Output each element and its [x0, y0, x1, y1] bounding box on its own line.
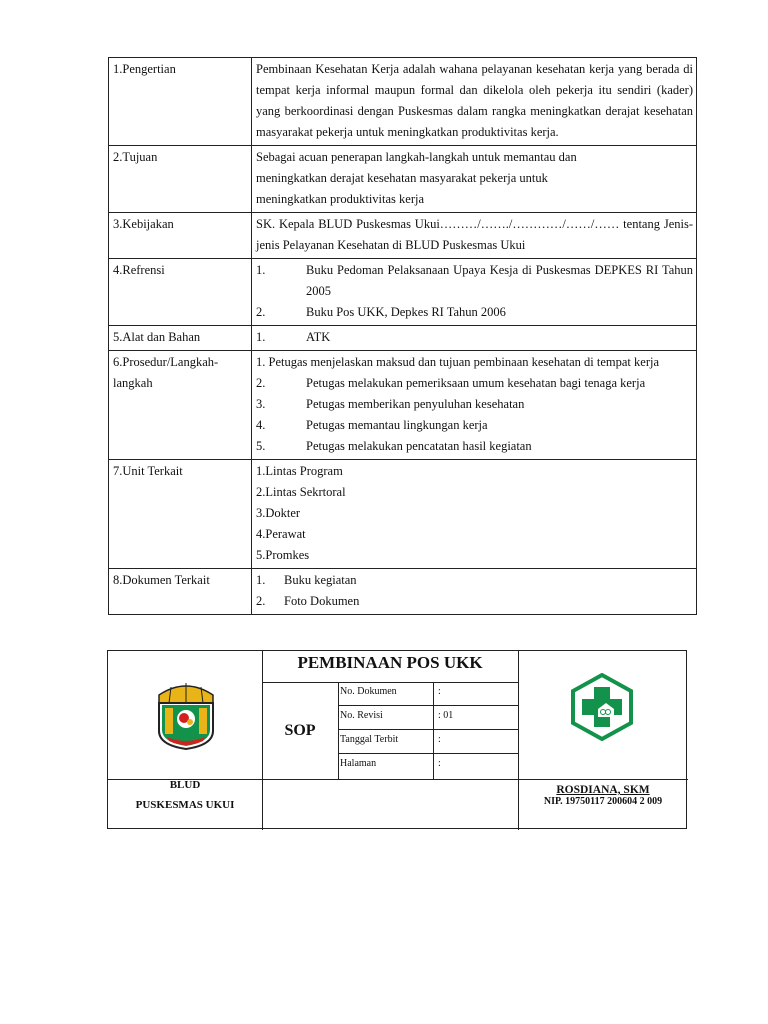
- label-dokumen-terkait: 8.Dokumen Terkait: [109, 569, 252, 615]
- text-kebijakan: SK. Kepala BLUD Puskesmas Ukui………/……./…………/……/…… tentang Jenis-jenis Pelayanan Kesehatan di BLUD Puskesmas Ukui: [252, 213, 697, 259]
- item-number: 5.: [256, 439, 266, 453]
- sop-header-block: [107, 650, 687, 829]
- meta-value: : 01: [438, 710, 454, 721]
- item-number: 1.: [256, 330, 266, 344]
- organization-name: [108, 779, 262, 830]
- signer-nip: NIP. 19750117 200604 2 009: [543, 796, 663, 807]
- puskesmas-logo: [570, 673, 634, 746]
- item-text: Buku Pedoman Pelaksanaan Upaya Kesja di Puskesmas DEPKES RI Tahun 2005: [306, 263, 693, 298]
- item-number: 1.: [256, 263, 266, 277]
- item-number: 2.: [256, 376, 266, 390]
- list-prosedur: [252, 351, 697, 460]
- meta-value: :: [438, 734, 441, 745]
- list-item: [256, 260, 693, 302]
- text-tujuan: [252, 146, 697, 213]
- row-kebijakan: [109, 213, 697, 259]
- item-text: Foto Dokumen: [284, 594, 360, 608]
- label-refrensi: 4.Refrensi: [109, 259, 252, 326]
- item-number: 3.: [256, 397, 266, 411]
- row-pengertian: [109, 58, 697, 146]
- item-number: 2.: [256, 305, 266, 319]
- text-pengertian: Pembinaan Kesehatan Kerja adalah wahana pelayanan kesehatan kerja yang berada di tempat kerja informal maupun formal dan dikelola oleh pekerja itu sendiri (kader) yang berkoordinasi dengan Puskesmas dalam rangka meningkatkan derajat kesehatan masyarakat pekerja untuk meningkatkan produktivitas kerja.: [252, 58, 697, 146]
- item-text: Petugas memantau lingkungan kerja: [306, 418, 488, 432]
- sop-label: SOP: [284, 722, 316, 739]
- list-item: 2.Lintas Sekrtoral: [256, 485, 346, 499]
- row-refrensi: [109, 259, 697, 326]
- meta-key: Tanggal Terbit: [340, 734, 399, 745]
- list-item: [256, 415, 693, 436]
- document-title: PEMBINAAN POS UKK: [297, 653, 483, 672]
- row-tujuan: [109, 146, 697, 213]
- row-dokumen-terkait: [109, 569, 697, 615]
- meta-key: Halaman: [340, 758, 377, 769]
- meta-key: No. Dokumen: [340, 686, 397, 697]
- tujuan-line: meningkatkan produktivitas kerja: [256, 192, 425, 206]
- label-pengertian: 1.Pengertian: [109, 58, 252, 146]
- row-unit-terkait: [109, 460, 697, 569]
- meta-row: [338, 754, 518, 779]
- list-item: [256, 373, 693, 394]
- tujuan-line: Sebagai acuan penerapan langkah-langkah untuk memantau dan: [256, 150, 577, 164]
- list-unit-terkait: [252, 460, 697, 569]
- meta-key: No. Revisi: [340, 710, 383, 721]
- meta-value: :: [438, 686, 441, 697]
- item-text: Buku kegiatan: [284, 573, 357, 587]
- item-text: ATK: [306, 330, 331, 344]
- sop-content-table: [108, 57, 697, 615]
- item-text: Petugas memberikan penyuluhan kesehatan: [306, 397, 525, 411]
- list-item: [256, 570, 693, 591]
- item-number: 2.: [256, 594, 266, 608]
- label-kebijakan: 3.Kebijakan: [109, 213, 252, 259]
- item-number: 4.: [256, 418, 266, 432]
- label-tujuan: 2.Tujuan: [109, 146, 252, 213]
- prosedur-first-item: 1. Petugas menjelaskan maksud dan tujuan pembinaan kesehatan di tempat kerja: [256, 355, 660, 369]
- item-text: Petugas melakukan pencatatan hasil kegiatan: [306, 439, 532, 453]
- list-dokumen-terkait: [252, 569, 697, 615]
- item-number: 1.: [256, 573, 266, 587]
- list-item: [256, 436, 693, 457]
- list-item: 1.Lintas Program: [256, 464, 343, 478]
- item-text: Buku Pos UKK, Depkes RI Tahun 2006: [306, 305, 506, 319]
- list-item: [256, 394, 693, 415]
- list-item: [256, 327, 693, 348]
- list-item: 3.Dokter: [256, 506, 301, 520]
- tujuan-line: meningkatkan derajat kesehatan masyarakat pekerja untuk: [256, 171, 548, 185]
- list-refrensi: [252, 259, 697, 326]
- row-prosedur: [109, 351, 697, 460]
- list-item: 5.Promkes: [256, 548, 310, 562]
- signature-block: [518, 779, 688, 830]
- list-item: 4.Perawat: [256, 527, 306, 541]
- label-alat-bahan: 5.Alat dan Bahan: [109, 326, 252, 351]
- label-prosedur: 6.Prosedur/Langkah-langkah: [109, 351, 252, 460]
- list-alat-bahan: [252, 326, 697, 351]
- signer-name: ROSDIANA, SKM: [556, 784, 650, 796]
- org-line: BLUD: [169, 779, 201, 791]
- label-unit-terkait: 7.Unit Terkait: [109, 460, 252, 569]
- meta-value: :: [438, 758, 441, 769]
- regency-emblem-logo: [153, 681, 219, 756]
- meta-row: [338, 706, 518, 730]
- org-line: PUSKESMAS UKUI: [135, 799, 235, 811]
- meta-row: [338, 682, 518, 706]
- meta-row: [338, 730, 518, 754]
- list-item: [256, 591, 693, 612]
- list-item: [256, 302, 693, 323]
- item-text: Petugas melakukan pemeriksaan umum kesehatan bagi tenaga kerja: [306, 376, 646, 390]
- row-alat-bahan: [109, 326, 697, 351]
